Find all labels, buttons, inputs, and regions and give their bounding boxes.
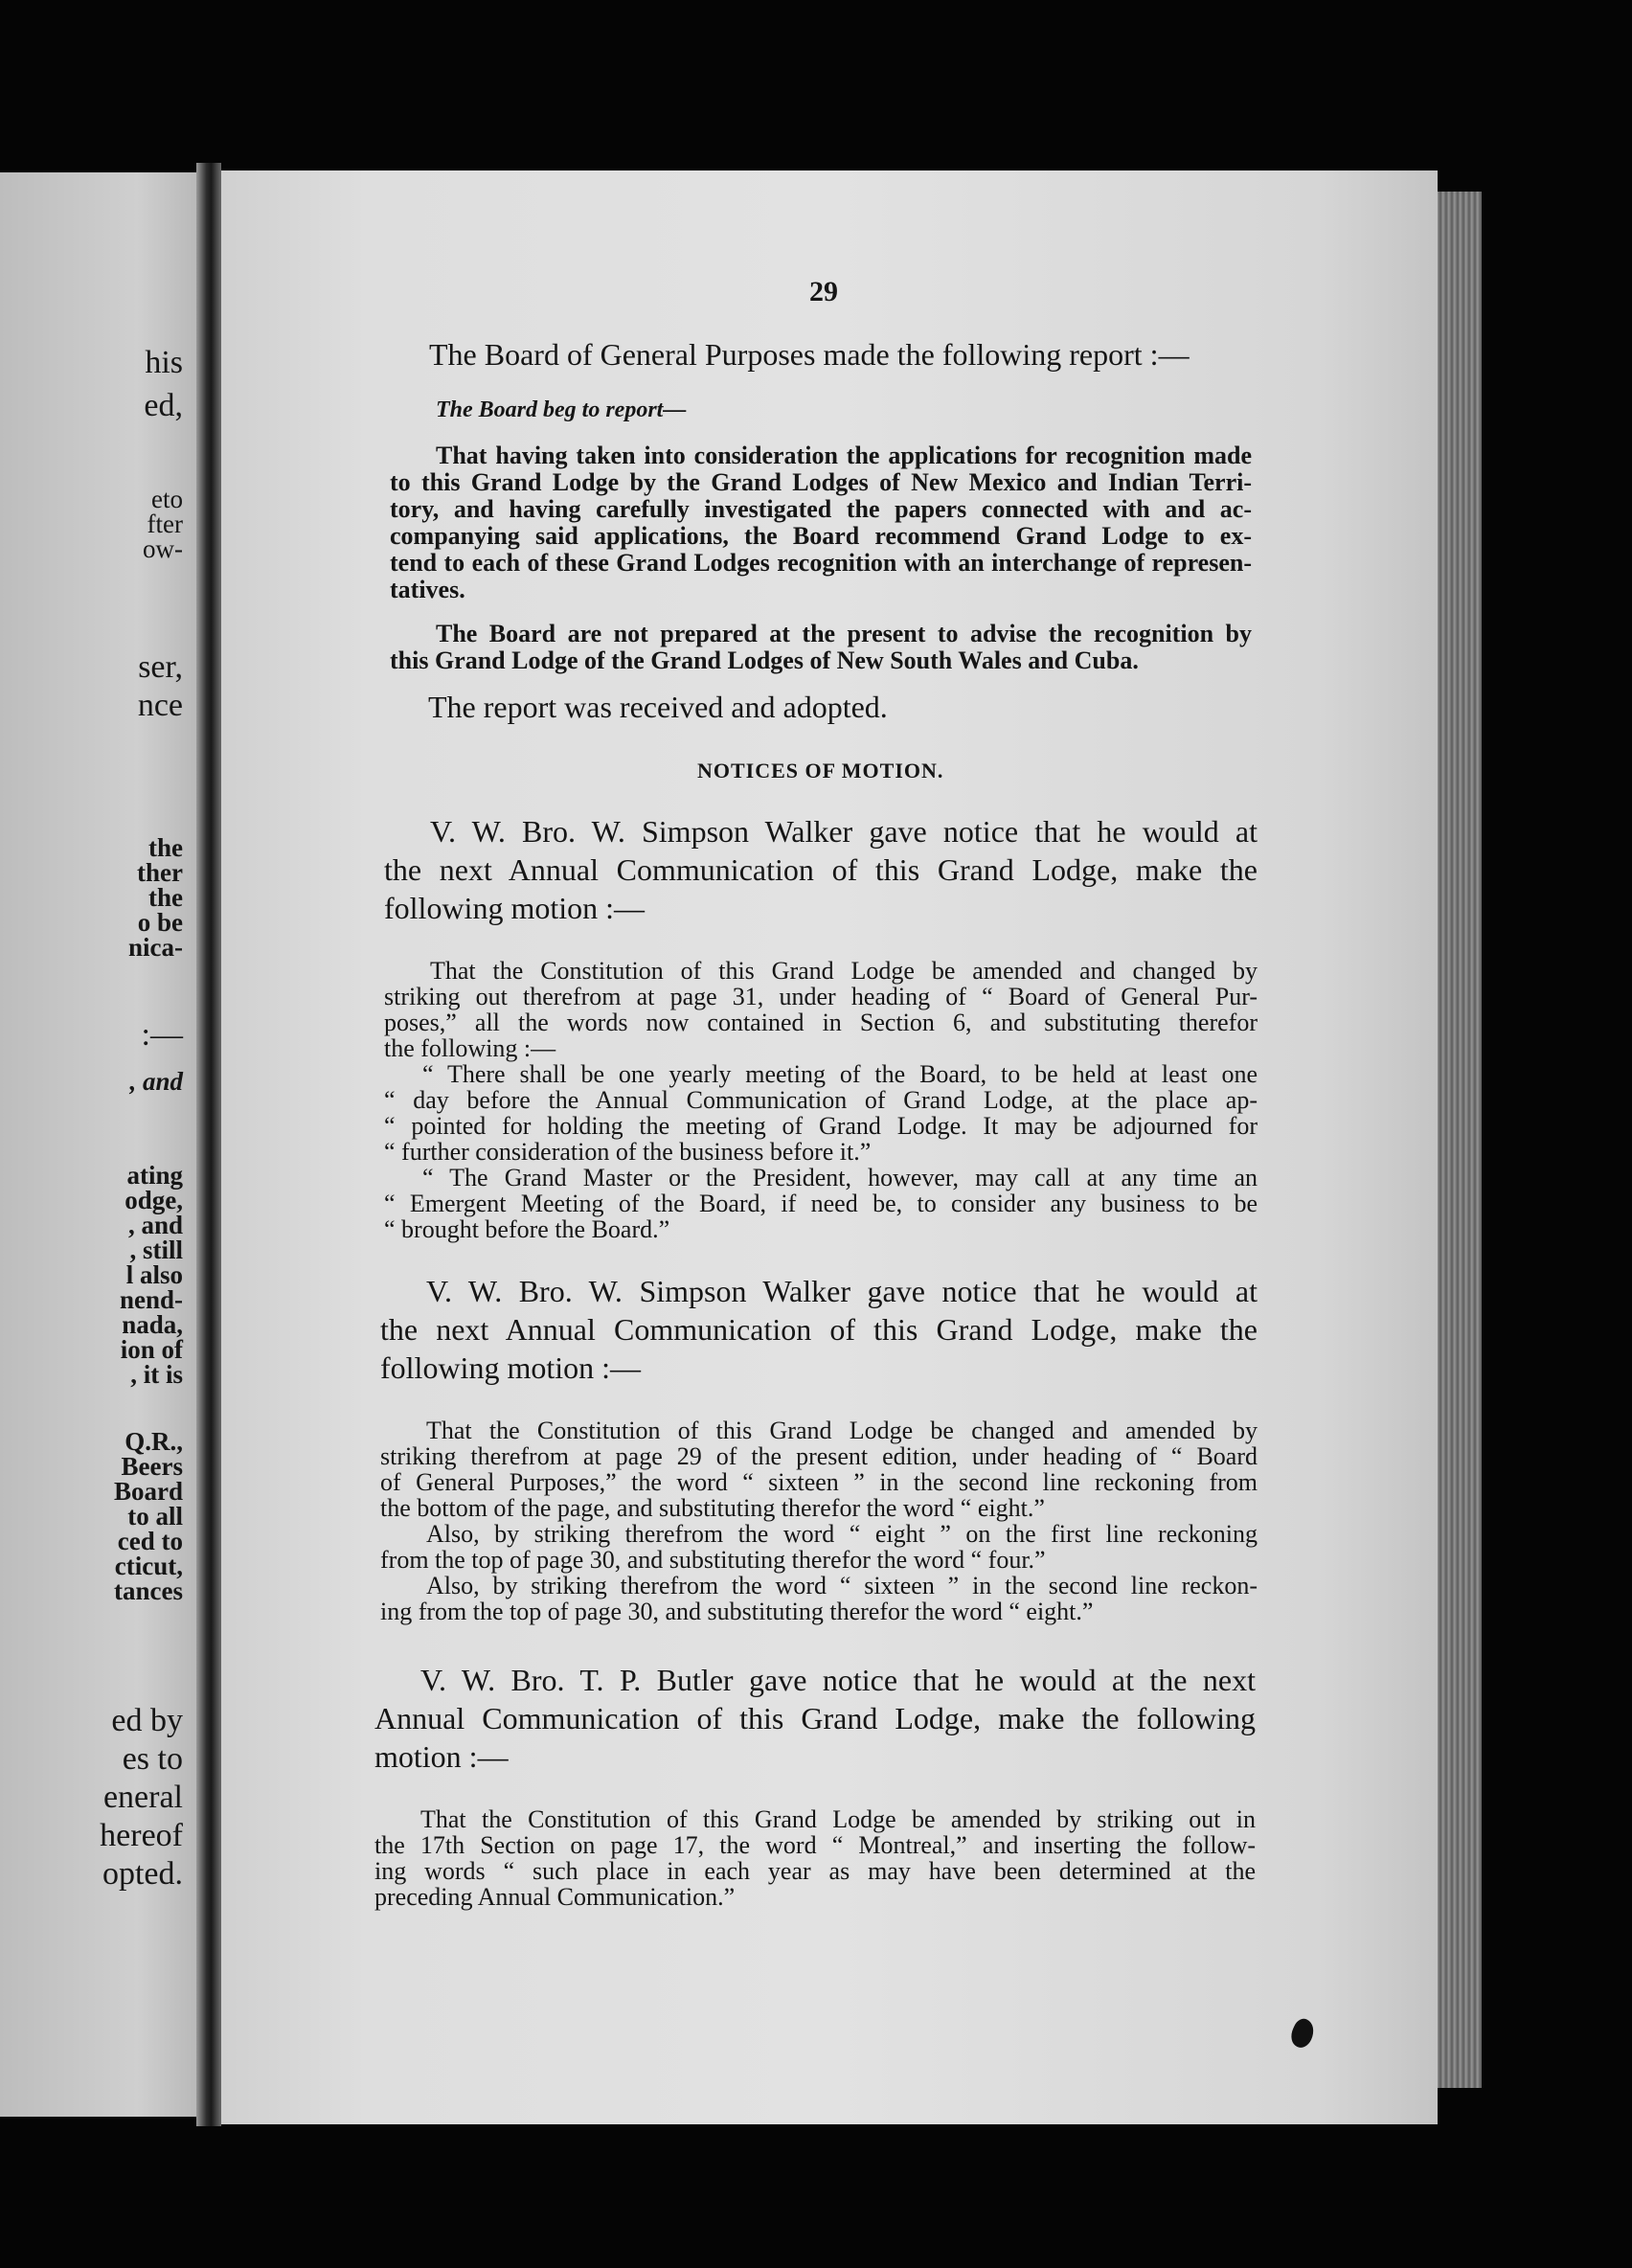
left-page-text-fragment: ed, [144, 388, 183, 423]
notice-line: following motion :— [380, 1350, 641, 1385]
report-intro: The Board of General Purposes made the following report :— [429, 337, 1190, 372]
left-page-text-fragment: o be [137, 908, 183, 937]
motion-line: ing from the top of page 30, and substituting therefor the word “ eight.” [380, 1598, 1094, 1625]
left-page-text-fragment: his [145, 345, 183, 380]
motion-line: from the top of page 30, and substituting therefor the word “ four.” [380, 1546, 1046, 1574]
notice-line: V. W. Bro. W. Simpson Walker gave notice that he would at [430, 814, 1258, 849]
motion-line: the 17th Section on page 17, the word “ Montreal,” and inserting the follow- [374, 1831, 1256, 1859]
notice-line: the next Annual Communication of this Grand Lodge, make the [380, 1312, 1258, 1347]
left-page-text-fragment: the [148, 833, 183, 862]
motion-line: That the Constitution of this Grand Lodge be changed and amended by [426, 1417, 1258, 1444]
left-page-text-fragment: nce [137, 688, 183, 723]
ink-blot [1287, 2016, 1319, 2051]
left-page-text-fragment: nend- [119, 1285, 183, 1314]
motion-line: striking therefrom at page 29 of the present edition, under heading of “ Board [380, 1442, 1258, 1470]
left-page-text-fragment: , it is [130, 1360, 183, 1389]
left-page-text-fragment: Q.R., [125, 1427, 183, 1456]
left-page-text-fragment: , still [129, 1236, 183, 1264]
report-line: The Board are not prepared at the present to advise the recognition by [436, 620, 1252, 647]
notices-heading: NOTICES OF MOTION. [697, 759, 944, 782]
right-page [221, 170, 1438, 2124]
motion-line: Also, by striking therefrom the word “ sixteen ” in the second line reckon- [426, 1572, 1258, 1599]
motion-line: Also, by striking therefrom the word “ eight ” on the first line reckoning [426, 1520, 1258, 1548]
report-paragraph-2 [390, 621, 1252, 674]
left-page-text-fragment: ther [137, 858, 183, 887]
notice-line: V. W. Bro. T. P. Butler gave notice that he would at the next [420, 1663, 1256, 1697]
motion-line: “ day before the Annual Communication of Grand Lodge, at the place ap- [384, 1086, 1258, 1114]
motion-3 [374, 1806, 1256, 1910]
book-gutter [196, 163, 221, 2126]
page-edges [1438, 192, 1482, 2088]
left-page-fragment [0, 172, 196, 2117]
report-line: companying said applications, the Board recommend Grand Lodge to ex- [390, 522, 1252, 550]
motion-line: of General Purposes,” the word “ sixteen ” in the second line reckoning from [380, 1468, 1258, 1496]
motion-1 [384, 958, 1258, 1242]
report-adopted: The report was received and adopted. [428, 690, 888, 724]
left-page-text-fragment: :— [141, 1017, 183, 1053]
left-page-text-fragment: nada, [122, 1310, 183, 1339]
motion-line: That the Constitution of this Grand Lodge be amended by striking out in [420, 1805, 1256, 1833]
notice-line: motion :— [374, 1739, 509, 1774]
left-page-text-fragment: Beers [121, 1452, 183, 1481]
report-line: That having taken into consideration the applications for recognition made [436, 442, 1252, 469]
left-page-text-fragment: eto [151, 485, 183, 513]
report-line: tend to each of these Grand Lodges recognition with an interchange of represen- [390, 549, 1252, 577]
motion-line: ing words “ such place in each year as may have been determined at the [374, 1857, 1256, 1885]
motion-line: preceding Annual Communication.” [374, 1883, 736, 1911]
left-page-text-fragment: ow- [143, 534, 183, 563]
left-page-text-fragment: Board [113, 1477, 183, 1506]
notice-2 [380, 1272, 1258, 1387]
left-page-text-fragment: hereof [100, 1818, 183, 1853]
notice-line: V. W. Bro. W. Simpson Walker gave notice that he would at [426, 1274, 1258, 1308]
motion-line: That the Constitution of this Grand Lodge be amended and changed by [430, 957, 1258, 985]
report-line: tory, and having carefully investigated the papers connected with and ac- [390, 495, 1252, 523]
motion-line: “ further consideration of the business before it.” [384, 1138, 872, 1166]
left-page-text-fragment: the [148, 883, 183, 912]
left-page-text-fragment: fter [147, 510, 183, 538]
motion-line: “ There shall be one yearly meeting of the Board, to be held at least one [422, 1060, 1258, 1088]
left-page-text-fragment: , and [129, 1067, 183, 1096]
left-page-text-fragment: ser, [138, 649, 183, 685]
motion-line: the following :— [384, 1034, 556, 1062]
left-page-text-fragment: to all [127, 1502, 183, 1531]
notice-line: following motion :— [384, 891, 645, 925]
report-line: tatives. [390, 576, 465, 603]
left-page-text-fragment: opted. [102, 1856, 183, 1892]
left-page-text-fragment: nica- [128, 933, 183, 962]
left-page-text-fragment: tances [114, 1576, 183, 1605]
left-page-text-fragment: cticut, [114, 1552, 183, 1580]
left-page-text-fragment: ion of [120, 1335, 183, 1364]
left-page-text-fragment: ating [126, 1161, 183, 1190]
board-beg-to-report: The Board beg to report— [436, 397, 687, 422]
left-page-text-fragment: ced to [117, 1527, 183, 1555]
motion-line: the bottom of the page, and substituting therefor the word “ eight.” [380, 1494, 1045, 1522]
notice-line: the next Annual Communication of this Grand Lodge, make the [384, 852, 1258, 887]
motion-line: “ brought before the Board.” [384, 1215, 670, 1243]
left-page-text-fragment: eneral [102, 1780, 183, 1815]
report-line: to this Grand Lodge by the Grand Lodges of New Mexico and Indian Terri- [390, 468, 1252, 496]
motion-2 [380, 1418, 1258, 1624]
motion-line: poses,” all the words now contained in Section 6, and substituting therefor [384, 1009, 1258, 1036]
motion-line: “ Emergent Meeting of the Board, if need be, to consider any business to be [384, 1190, 1258, 1217]
left-page-text-fragment: es to [122, 1741, 183, 1777]
motion-line: “ pointed for holding the meeting of Grand Lodge. It may be adjourned for [384, 1112, 1258, 1140]
motion-line: “ The Grand Master or the President, however, may call at any time an [422, 1164, 1258, 1191]
page-number: 29 [809, 276, 838, 307]
left-page-text-fragment: odge, [125, 1186, 183, 1214]
left-page-text-fragment: , and [127, 1211, 183, 1239]
report-paragraph-1 [390, 442, 1252, 603]
notice-3 [374, 1661, 1256, 1776]
notice-1 [384, 812, 1258, 927]
left-page-text-fragment: l also [125, 1260, 183, 1289]
report-line: this Grand Lodge of the Grand Lodges of New South Wales and Cuba. [390, 646, 1139, 674]
motion-line: striking out therefrom at page 31, under heading of “ Board of General Pur- [384, 983, 1258, 1010]
left-page-text-fragment: ed by [111, 1703, 183, 1738]
notice-line: Annual Communication of this Grand Lodge, make the following [374, 1701, 1256, 1735]
